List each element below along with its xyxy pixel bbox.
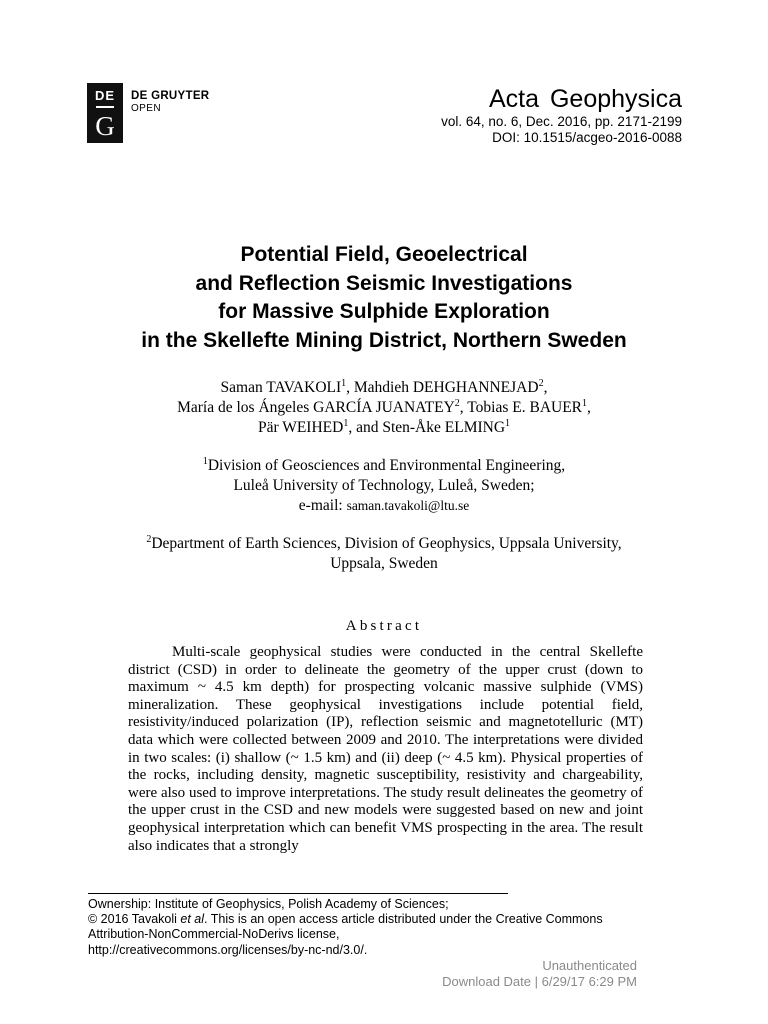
logo-g-text: G [95, 111, 115, 141]
author-separator: , [587, 399, 591, 416]
affiliation-line: Uppsala, Sweden [330, 555, 438, 572]
footnote-divider [88, 893, 508, 894]
download-stamp [442, 958, 637, 990]
author-separator: , [543, 379, 548, 396]
author-affiliation-mark: 1 [341, 377, 347, 389]
paper-title [84, 241, 684, 355]
copyright-note [88, 912, 688, 927]
publisher-logo-mark [87, 83, 123, 143]
abstract-heading: Abstract [345, 618, 423, 634]
affiliation-mark: 1 [202, 455, 208, 467]
copyright-etal: et al [180, 912, 205, 927]
logo-de-text: DE [94, 88, 116, 103]
footnote [88, 897, 688, 958]
author-affiliation-mark: 1 [505, 417, 511, 429]
abstract-text: Multi-scale geophysical studies were conducted in the central Skellefte district (CSD) in order to delineate the geometry of the upper crust (down to maximum ~ 4.5 km depth) for prospecting volcanic massive sulphide (VMS) mineralization. These geophysical investigations include potential field, resistivity/induced polarization (IP), reflection seismic and magnetotelluric (MT) data which were collected between 2009 and 2010. The interpretations were divided in two scales: (i) shallow (~ 1.5 km) and (ii) deep (~ 4.5 km). Physical properties of the rocks, including density, magnetic susceptibility, resistivity and chargeability, were also used to improve interpretations. The study result delineates the geometry of the upper crust in the CSD and new models were suggested based on new and joint geophysical interpretation which can benefit VMS prospecting in the area. The result also indicates that a strongly [128, 644, 643, 854]
stamp-status: Unauthenticated [542, 958, 637, 973]
email-address[interactable]: saman.tavakoli@ltu.se [346, 498, 470, 513]
license-link[interactable]: http://creativecommons.org/licenses/by-nc-nd/3.0/. [88, 942, 368, 957]
title-line: in the Skellefte Mining District, Northern Sweden [141, 328, 627, 352]
stamp-date: Download Date | 6/29/17 6:29 PM [442, 974, 637, 989]
author-line [84, 378, 684, 398]
ownership-note: Ownership: Institute of Geophysics, Polish Academy of Sciences; [88, 897, 449, 911]
journal-title: Acta Geophysica [489, 85, 682, 113]
email-line [84, 496, 684, 516]
author-name: María de los Ángeles GARCÍA JUANATEY [177, 399, 455, 416]
publisher-name: DE GRUYTER [131, 90, 210, 102]
affiliation-line [84, 456, 684, 476]
title-line: for Massive Sulphide Exploration [218, 300, 550, 323]
publisher-subname: OPEN [131, 103, 161, 114]
author-list [84, 378, 684, 438]
author-affiliation-mark: 1 [343, 417, 349, 429]
journal-volume: vol. 64, no. 6, Dec. 2016, pp. 2171-2199 [441, 114, 682, 129]
affiliation-line [84, 534, 684, 554]
title-line: and Reflection Seismic Investigations [195, 271, 573, 295]
affiliation-text: Division of Geosciences and Environmental Engineering, [207, 457, 566, 474]
author-affiliation-mark: 1 [582, 397, 588, 409]
author-name: Pär WEIHED [257, 419, 344, 436]
author-name: Tobias E. BAUER [467, 399, 583, 416]
author-affiliation-mark: 2 [538, 377, 544, 389]
author-separator: , and [348, 419, 383, 436]
author-name: Sten-Åke ELMING [382, 419, 506, 436]
copyright-prefix: © 2016 Tavakoli [88, 912, 181, 927]
affiliation-text: Department of Earth Sciences, Division of Geophysics, Uppsala University, [151, 535, 622, 552]
author-name: Mahdieh DEHGHANNEJAD [353, 379, 539, 396]
author-separator: , [346, 379, 354, 396]
affiliation-2 [84, 534, 684, 574]
author-affiliation-mark: 2 [454, 397, 460, 409]
email-label: e-mail: [298, 497, 347, 514]
journal-header [441, 84, 682, 146]
license-note: Attribution-NonCommercial-NoDerivs license, [88, 927, 340, 942]
author-line [84, 398, 684, 418]
journal-doi: DOI: 10.1515/acgeo-2016-0088 [492, 130, 682, 145]
title-line: Potential Field, Geoelectrical [240, 243, 528, 266]
author-line [84, 418, 684, 438]
author-separator: , [459, 399, 468, 416]
abstract-body [128, 644, 643, 855]
affiliation-line: Luleå University of Technology, Luleå, Sweden; [233, 477, 535, 494]
publisher-logo [87, 83, 227, 143]
copyright-suffix: . This is an open access article distributed under the Creative Commons [204, 912, 603, 927]
affiliation-mark: 2 [146, 533, 152, 545]
author-name: Saman TAVAKOLI [220, 379, 342, 396]
logo-divider [96, 106, 114, 108]
affiliation-1 [84, 456, 684, 516]
